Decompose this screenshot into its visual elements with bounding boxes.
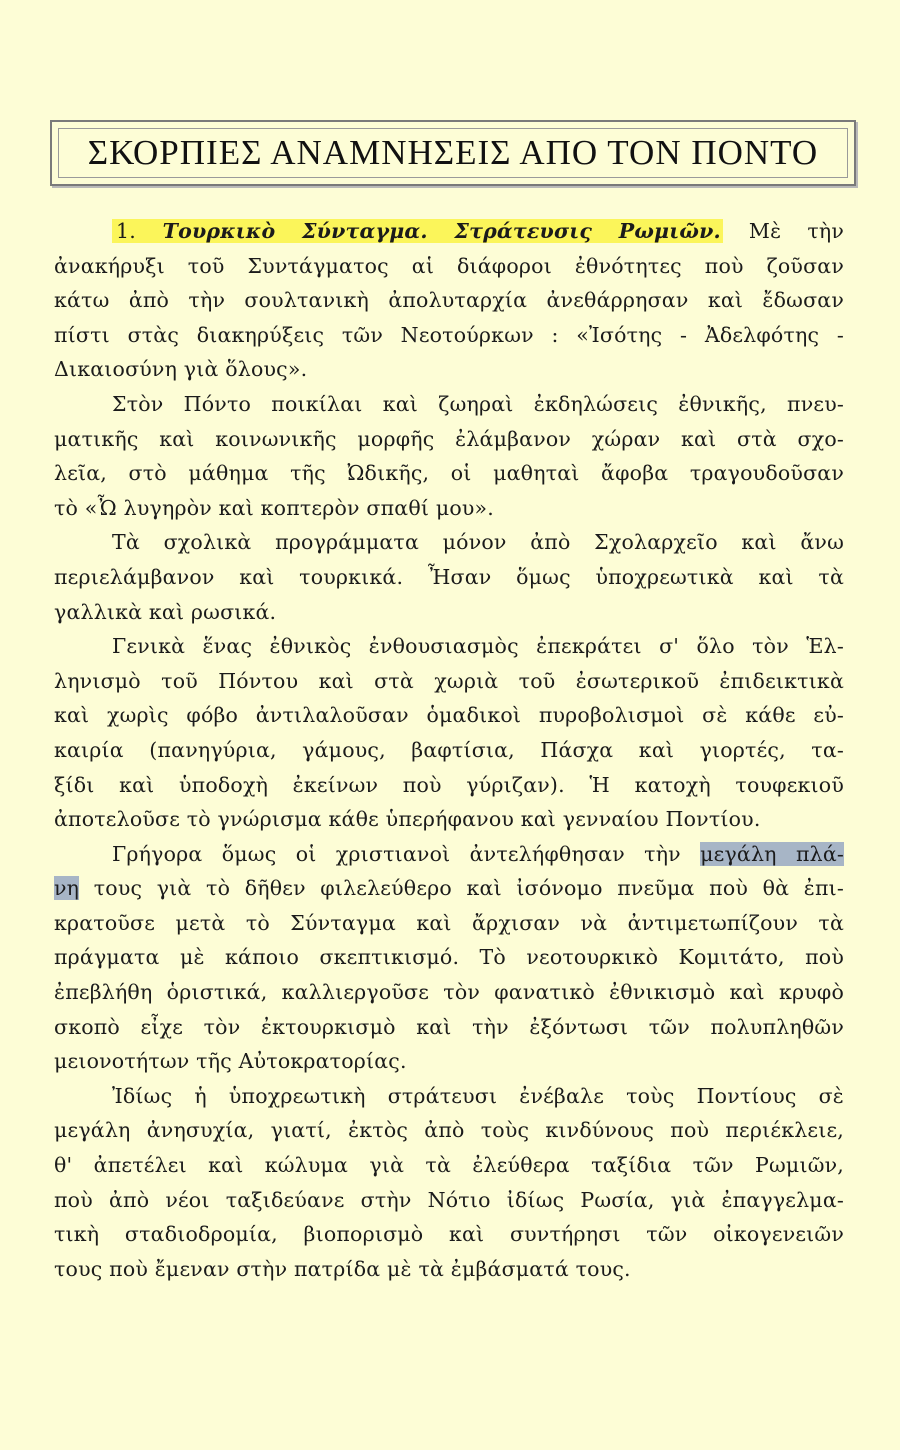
text-line: ποὺ ἀπὸ νέοι ταξιδεύανε στὴν Νότιο ἰδίως Ρωσία, γιὰ ἐπαγγελμα- bbox=[54, 1187, 844, 1212]
text-line: Τὰ σχολικὰ προγράμματα μόνον ἀπὸ Σχολαρχεῖο καὶ ἄνω bbox=[112, 530, 844, 555]
selected-text[interactable]: νη bbox=[54, 876, 80, 901]
text-after-selection: τους γιὰ τὸ δῆθεν φιλελεύθερο καὶ ἰσόνομο πνεῦμα ποὺ θὰ ἐπι- bbox=[93, 876, 844, 901]
text-line: Δικαιοσύνη γιὰ ὅλους». bbox=[54, 357, 308, 382]
text-line bbox=[54, 871, 844, 906]
text-line: τους ποὺ ἔμεναν στὴν πατρίδα μὲ τὰ ἐμβάσματά τους. bbox=[54, 1256, 631, 1281]
text-line: καὶ χωρὶς φόβο ἀντιλαλοῦσαν ὁμαδικοὶ πυροβολισμοὶ σὲ κάθε εὐ- bbox=[54, 703, 844, 728]
text-line: ξίδι καὶ ὑποδοχὴ ἐκείνων ποὺ γύριζαν). Ἡ κατοχὴ τουφεκιοῦ bbox=[54, 772, 844, 797]
page-title: ΣΚΟΡΠΙΕΣ ΑΝΑΜΝΗΣΕΙΣ ΑΠΟ ΤΟΝ ΠΟΝΤΟ bbox=[87, 133, 819, 172]
text-line: ματικῆς καὶ κοινωνικῆς μορφῆς ἐλάμβανον χώραν καὶ στὰ σχο- bbox=[54, 426, 844, 451]
document-body bbox=[54, 214, 844, 1286]
text-before-selection: Γρήγορα ὅμως οἱ χριστιανοὶ ἀντελήφθησαν τὴν bbox=[112, 841, 681, 866]
text-line: τικὴ σταδιοδρομία, βιοπορισμὸ καὶ συντήρησι τῶν οἰκογενειῶν bbox=[54, 1222, 844, 1247]
selected-text[interactable]: μεγάλη πλά- bbox=[700, 841, 844, 866]
text-line: ἀποτελοῦσε τὸ γνώρισμα κάθε ὑπερήφανου καὶ γενναίου Ποντίου. bbox=[54, 807, 761, 832]
text-line: πράγματα μὲ κάποιο σκεπτικισμό. Τὸ νεοτουρκικὸ Κομιτάτο, ποὺ bbox=[54, 945, 844, 970]
text-line: Ἰδίως ἡ ὑποχρεωτικὴ στράτευσι ἐνέβαλε τοὺς Ποντίους σὲ bbox=[112, 1083, 844, 1108]
text-line: μεγάλη ἀνησυχία, γιατί, ἐκτὸς ἀπὸ τοὺς κινδύνους ποὺ περιέκλειε, bbox=[54, 1118, 844, 1143]
text-line: τὸ «Ὦ λυγηρὸν καὶ κοπτερὸν σπαθί μου». bbox=[54, 495, 495, 520]
text-line: κρατοῦσε μετὰ τὸ Σύνταγμα καὶ ἄρχισαν νὰ ἀντιμετωπίζουν τὰ bbox=[54, 910, 844, 935]
first-line-rest: Μὲ τὴν bbox=[748, 219, 845, 243]
title-inner-frame bbox=[58, 128, 848, 178]
section-heading: Τουρκικὸ Σύνταγμα. Στράτευσις Ρωμιῶν. bbox=[136, 219, 723, 243]
text-line bbox=[54, 837, 844, 872]
text-line: περιελάμβανον καὶ τουρκικά. Ἦσαν ὅμως ὑποχρεωτικὰ καὶ τὰ bbox=[54, 564, 844, 589]
text-line bbox=[54, 214, 844, 249]
text-line: πίστι στὰς διακηρύξεις τῶν Νεοτούρκων : «Ἰσότης - Ἀδελφότης - bbox=[54, 322, 844, 347]
text-line: λεῖα, στὸ μάθημα τῆς Ὠδικῆς, οἱ μαθηταὶ ἄφοβα τραγουδοῦσαν bbox=[54, 461, 844, 486]
text-line: κάτω ἀπὸ τὴν σουλτανικὴ ἀπολυταρχία ἀνεθάρρησαν καὶ ἔδωσαν bbox=[54, 288, 844, 313]
text-line: σκοπὸ εἶχε τὸν ἐκτουρκισμὸ καὶ τὴν ἐξόντωσι τῶν πολυπληθῶν bbox=[54, 1014, 844, 1039]
text-line: θ' ἀπετέλει καὶ κώλυμα γιὰ τὰ ἐλεύθερα ταξίδια τῶν Ρωμιῶν, bbox=[54, 1153, 844, 1178]
text-line: ληνισμὸ τοῦ Πόντου καὶ στὰ χωριὰ τοῦ ἐσωτερικοῦ ἐπιδεικτικὰ bbox=[54, 668, 844, 693]
section-number: 1. bbox=[112, 219, 136, 243]
title-frame bbox=[50, 120, 856, 186]
text-line: γαλλικὰ καὶ ρωσικά. bbox=[54, 599, 277, 624]
text-line: μειονοτήτων τῆς Αὐτοκρατορίας. bbox=[54, 1049, 407, 1074]
text-line: Στὸν Πόντο ποικίλαι καὶ ζωηραὶ ἐκδηλώσεις ἐθνικῆς, πνευ- bbox=[112, 391, 844, 416]
text-line: ἐπεβλήθη ὁριστικά, καλλιεργοῦσε τὸν φανατικὸ ἐθνικισμὸ καὶ κρυφὸ bbox=[54, 980, 844, 1005]
text-line: καιρία (πανηγύρια, γάμους, βαφτίσια, Πάσχα καὶ γιορτές, τα- bbox=[54, 737, 844, 762]
text-line: Γενικὰ ἕνας ἐθνικὸς ἐνθουσιασμὸς ἐπεκράτει σ' ὅλο τὸν Ἑλ- bbox=[112, 634, 844, 659]
text-line: ἀνακήρυξι τοῦ Συντάγματος αἱ διάφοροι ἐθνότητες ποὺ ζοῦσαν bbox=[54, 253, 844, 278]
